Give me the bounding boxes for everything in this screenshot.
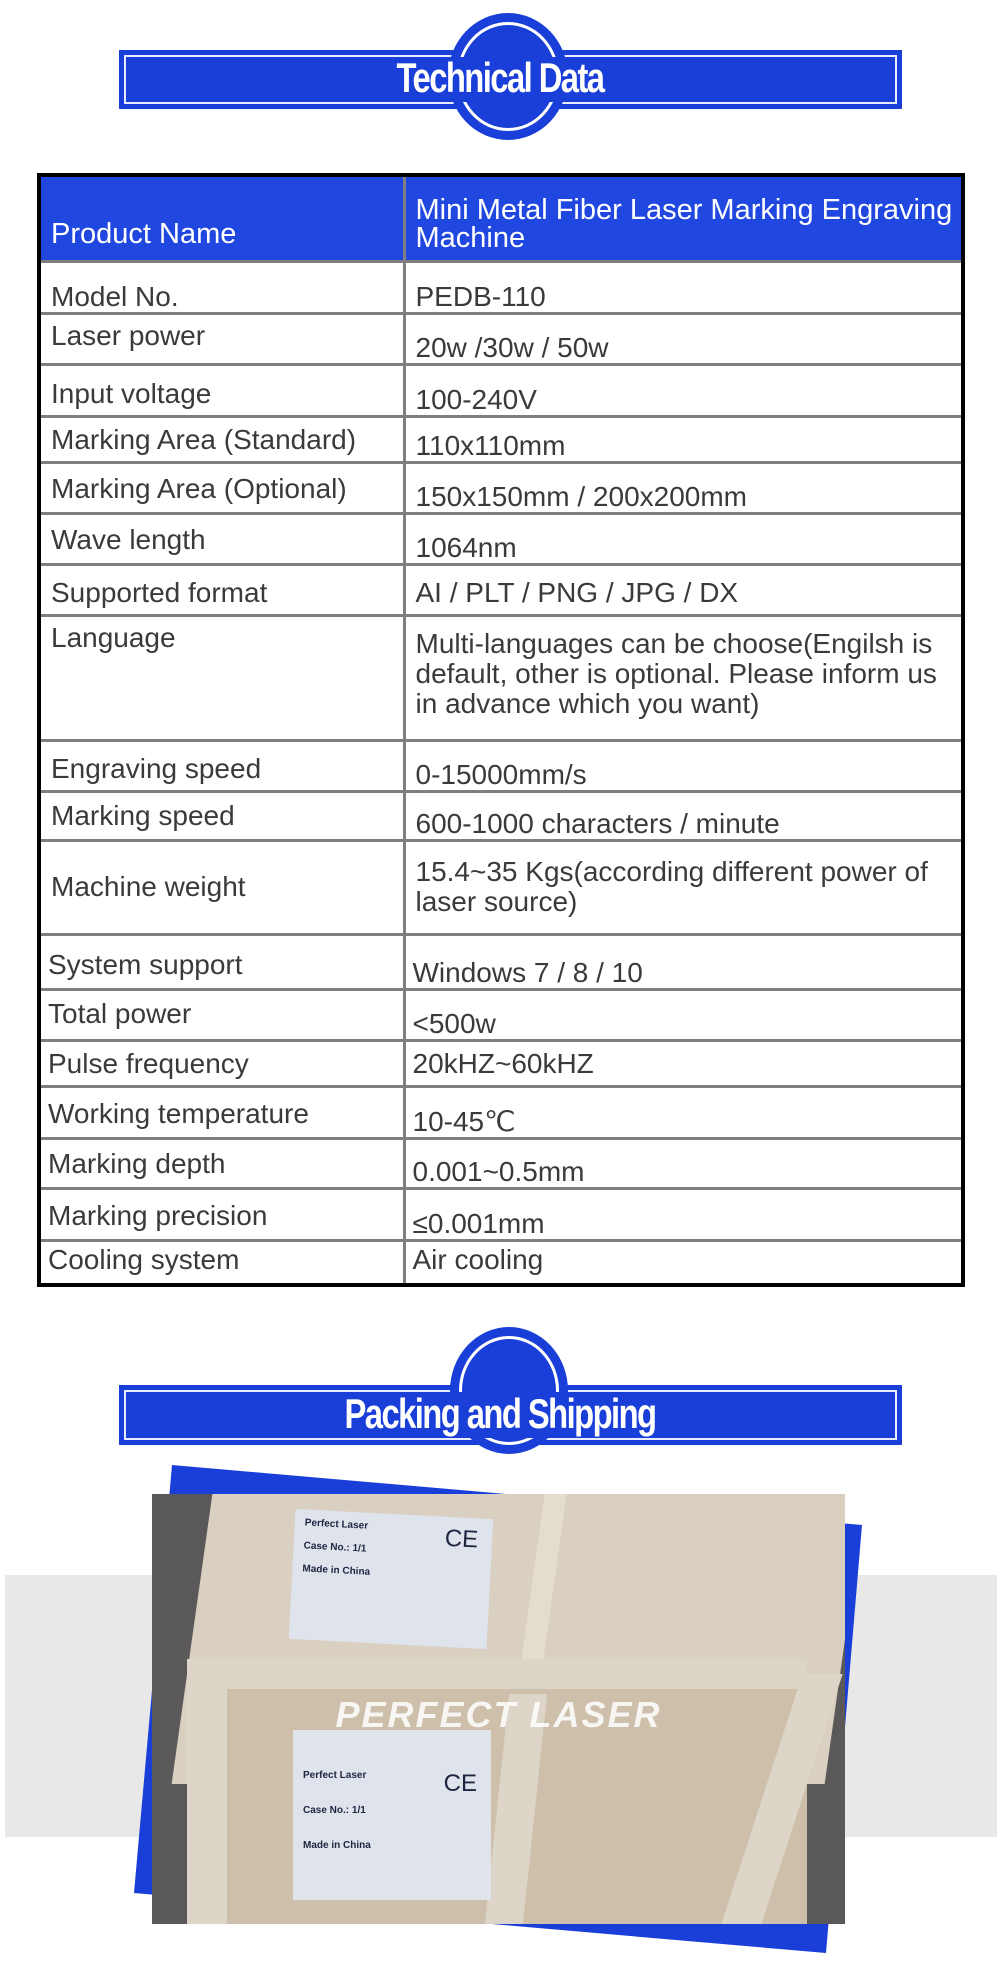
row-value: 1064nm — [404, 513, 963, 564]
row-value: Air cooling — [404, 1240, 963, 1285]
label-line: Perfect Laser — [303, 1770, 367, 1781]
ce-mark: CE — [444, 1524, 479, 1554]
packing-crate-photo — [152, 1494, 845, 1924]
row-key: Marking Area (Standard) — [39, 416, 404, 462]
row-value: 20w /30w / 50w — [404, 313, 963, 364]
header-key: Product Name — [39, 175, 404, 261]
row-value: 600-1000 characters / minute — [404, 791, 963, 840]
row-value: AI / PLT / PNG / JPG / DX — [404, 564, 963, 615]
row-key: Wave length — [39, 513, 404, 564]
row-key: Language — [39, 615, 404, 740]
label-line: Case No.: 1/1 — [303, 1805, 366, 1816]
label-line: Perfect Laser — [304, 1517, 369, 1532]
row-key: Marking depth — [39, 1138, 404, 1188]
row-value: 15.4~35 Kgs(according different power of laser source) — [404, 840, 963, 934]
section-title-packing-shipping: Packing and Shipping — [344, 1390, 656, 1437]
section-title-technical-data: Technical Data — [396, 54, 604, 101]
crate-frame-top — [187, 1659, 807, 1689]
row-value: <500w — [404, 989, 963, 1040]
row-key: Total power — [39, 989, 404, 1040]
row-key: Marking Area (Optional) — [39, 462, 404, 513]
row-value: 110x110mm — [404, 416, 963, 462]
row-value: 100-240V — [404, 364, 963, 416]
row-value: 150x150mm / 200x200mm — [404, 462, 963, 513]
row-key: Machine weight — [39, 840, 404, 934]
row-key: Working temperature — [39, 1086, 404, 1138]
row-value: ≤0.001mm — [404, 1188, 963, 1240]
row-key: Marking precision — [39, 1188, 404, 1240]
row-key: Laser power — [39, 313, 404, 364]
row-value: PEDB-110 — [404, 261, 963, 313]
row-value: 20kHZ~60kHZ — [404, 1040, 963, 1086]
row-value: 10-45℃ — [404, 1086, 963, 1138]
brand-watermark: PERFECT LASER — [335, 1694, 662, 1735]
shipping-label-front — [293, 1730, 491, 1900]
label-line: Made in China — [302, 1563, 371, 1578]
row-key: System support — [39, 934, 404, 989]
ce-mark: CE — [443, 1770, 477, 1797]
shipping-label-top — [289, 1509, 494, 1649]
row-value: 0-15000mm/s — [404, 740, 963, 791]
label-line: Made in China — [303, 1840, 371, 1851]
row-value: Windows 7 / 8 / 10 — [404, 934, 963, 989]
row-key: Pulse frequency — [39, 1040, 404, 1086]
row-value: 0.001~0.5mm — [404, 1138, 963, 1188]
row-key: Engraving speed — [39, 740, 404, 791]
row-key: Supported format — [39, 564, 404, 615]
row-key: Model No. — [39, 261, 404, 313]
row-key: Cooling system — [39, 1240, 404, 1285]
row-key: Marking speed — [39, 791, 404, 840]
header-value: Mini Metal Fiber Laser Marking Engraving Machine — [404, 175, 963, 261]
row-key: Input voltage — [39, 364, 404, 416]
row-value: Multi-languages can be choose(Engilsh is default, other is optional. Please inform us in advance which you want) — [404, 615, 963, 740]
label-line: Case No.: 1/1 — [303, 1540, 367, 1555]
